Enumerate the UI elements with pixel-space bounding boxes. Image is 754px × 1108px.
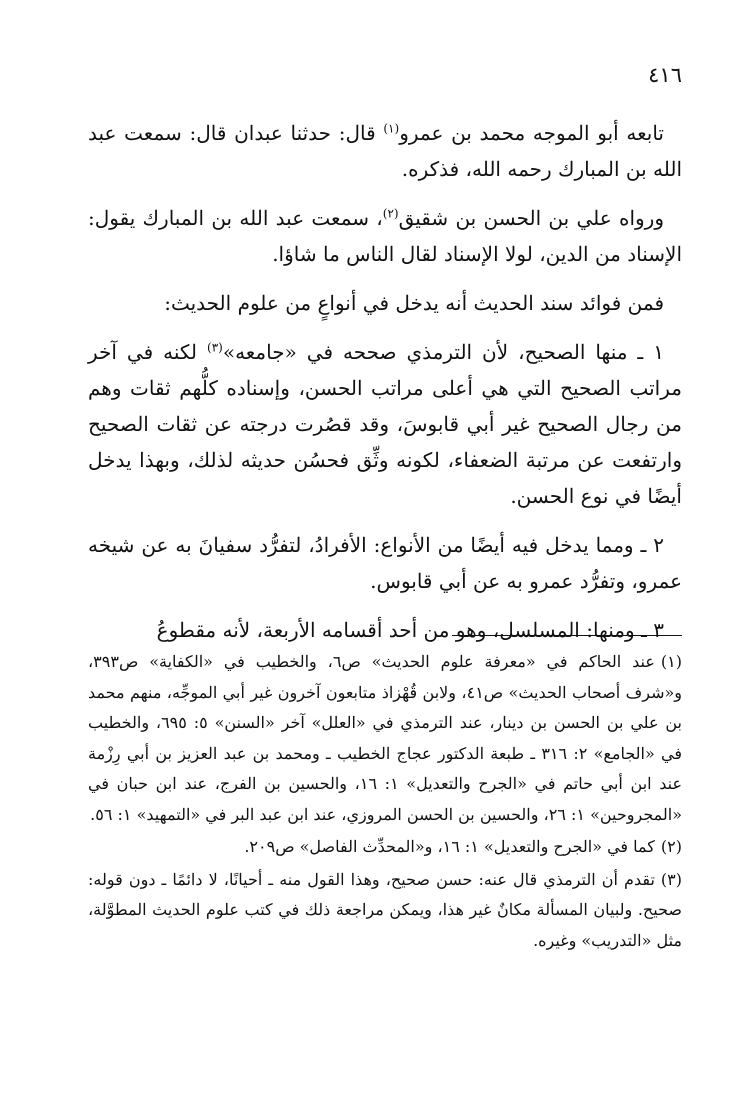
paragraph-4: [88, 334, 682, 514]
footnotes: [88, 647, 682, 958]
main-text: [88, 115, 682, 661]
paragraph-4-text-a: ١ ـ منها الصحيح، لأن الترمذي صححه في «جامعه»: [222, 340, 664, 364]
paragraph-2-text-a: ورواه علي بن الحسن بن شقيق: [398, 206, 664, 230]
footnote-ref-2[interactable]: (٢): [382, 206, 399, 221]
footnote-1: [88, 647, 682, 830]
page-number: ٤١٦: [648, 63, 682, 87]
paragraph-6: ٣ ـ ومنها: المسلسل، وهو من أحد أقسامه الأربعة، لأنه مقطوعُ: [156, 618, 664, 642]
footnote-3-text: تقدم أن الترمذي قال عنه: حسن صحيح، وهذا القول منه ـ أحيانًا، لا دائمًا ـ دون قوله: صحيح. ولبيان المسألة مكانٌ غير هذا، ويمكن مراجعة ذلك في كتب علوم الحديث المطوَّلة، مثل «التدريب» وغيره.: [88, 869, 682, 950]
paragraph-1: [88, 115, 682, 187]
footnote-3-number: (٣): [660, 869, 682, 889]
footnote-2: [88, 832, 682, 863]
footnote-3: [88, 865, 682, 957]
footnote-ref-3[interactable]: (٣): [207, 340, 223, 355]
footnote-1-text: عند الحاكم في «معرفة علوم الحديث» ص٦، والخطيب في «الكفاية» ص٣٩٣، و«شرف أصحاب الحديث» ص٤١، ولابن قُهْزاذ متابعون آخرون غير أبي الموجِّه، منهم محمد بن علي بن الحسن بن دينار، عند الترمذي في «العلل» آخر «السنن» ٥: ٦٩٥، والخطيب في «الجامع» ٢: ٣١٦ ـ طبعة الدكتور عجاج الخطيب ـ ومحمد بن عبد العزيز بن أبي رِزْمة عند ابن أبي حاتم في «الجرح والتعديل» ١: ١٦، والحسين بن الفرج، عند ابن حبان في «المجروحين» ١: ٢٦، والحسين بن الحسن المروزي، عند ابن عبد البر في «التمهيد» ١: ٥٦.: [88, 652, 683, 824]
footnote-2-number: (٢): [660, 837, 682, 856]
paragraph-1-text-a: تابعه أبو الموجه محمد بن عمرو: [399, 121, 664, 145]
paragraph-5: ٢ ـ ومما يدخل فيه أيضًا من الأنواع: الأفرادُ، لتفرُّد سفيانَ به عن شيخه عمرو، وتفرُّد عمرو به عن أبي قابوس.: [88, 533, 682, 593]
paragraph-3: فمن فوائد سند الحديث أنه يدخل في أنواعٍ من علوم الحديث:: [164, 291, 664, 315]
footnote-separator: [452, 635, 682, 636]
footnote-ref-1[interactable]: (١): [383, 121, 400, 136]
paragraph-2: [88, 200, 682, 272]
footnote-1-number: (١): [660, 652, 682, 671]
footnote-2-text: كما في «الجرح والتعديل» ١: ١٦، و«المحدِّث الفاصل» ص٢٠٩.: [244, 837, 655, 856]
paragraph-4-text-b: لكنه في آخر مراتب الصحيح التي هي أعلى مراتب الحسن، وإسناده كلُّهم ثقات وهم من رجال الصحيح غير أبي قابوسَ، وقد قصُرت درجته عن ثقات الصحيح وارتفعت عن مرتبة الضعفاء، لكونه وثِّق فحسُن حديثه لذلك، وبهذا يدخل أيضًا في نوع الحسن.: [88, 340, 682, 508]
paragraph-1-text-b: قال: حدثنا عبدان قال: سمعت عبد الله بن المبارك رحمه الله، فذكره.: [88, 121, 682, 181]
paragraph-2-text-b: ، سمعت عبد الله بن المبارك يقول: الإسناد من الدين، لولا الإسناد لقال الناس ما شاؤا.: [88, 206, 682, 266]
